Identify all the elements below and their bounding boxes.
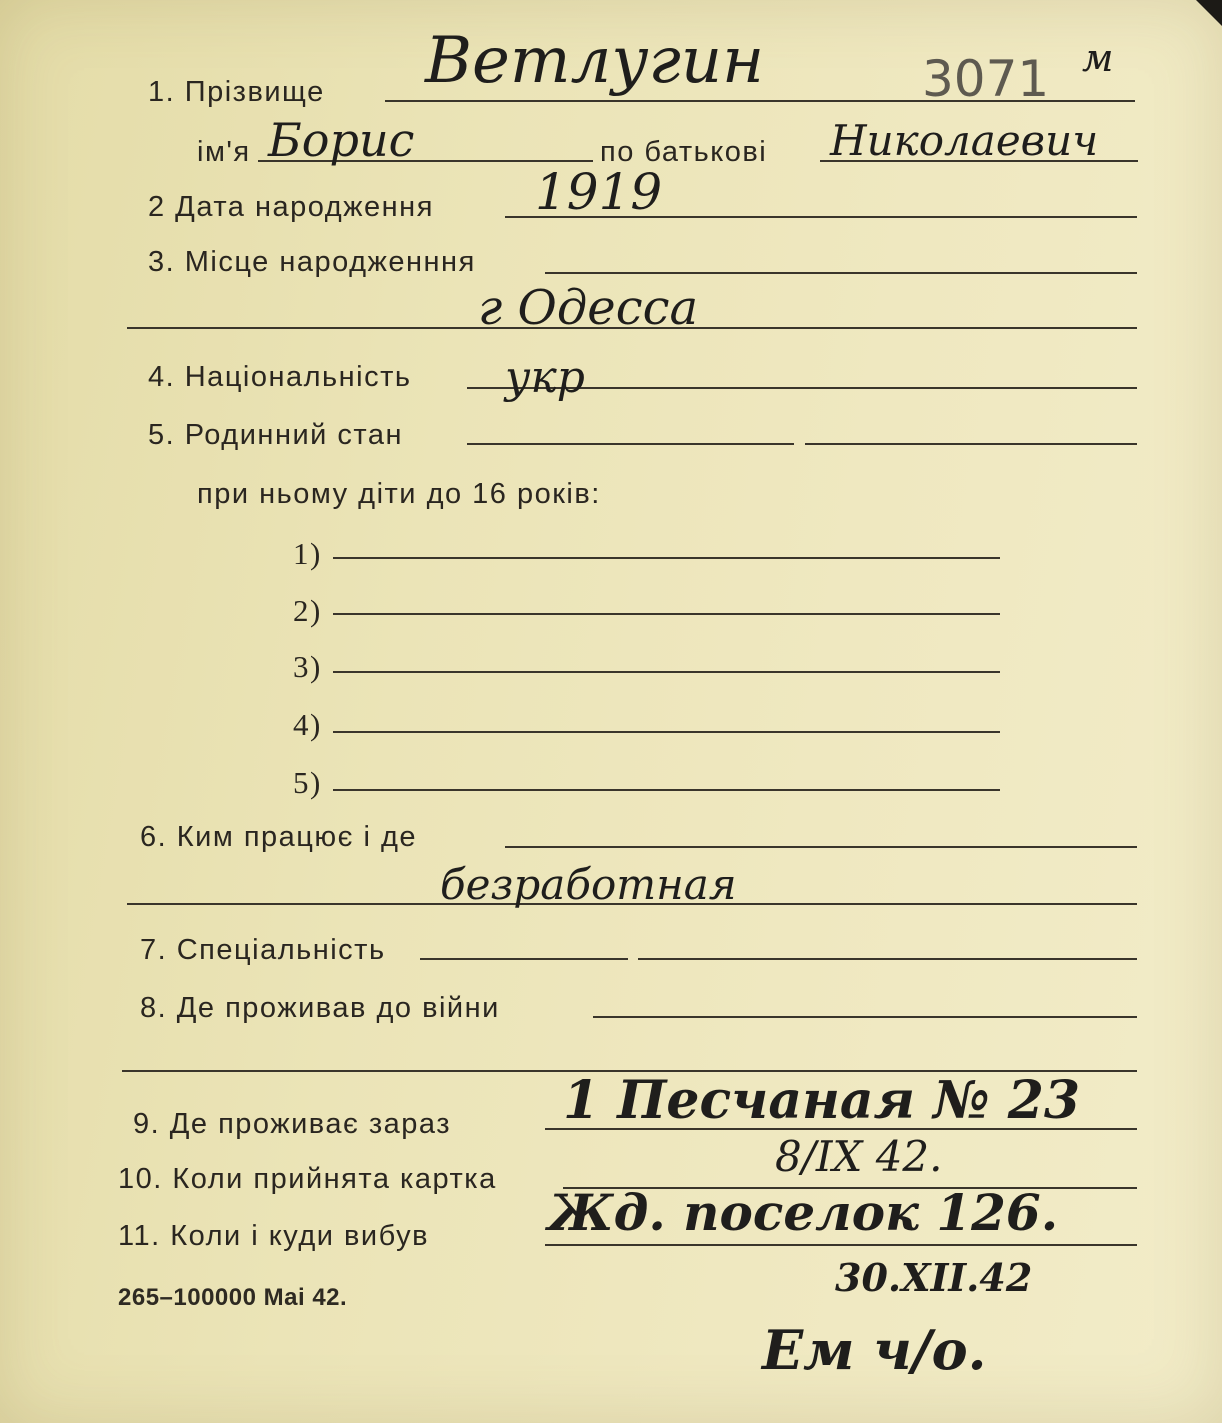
line-child-5 [333,789,1000,791]
label-child-3: 3) [293,649,322,684]
hw-departure-place: Жд. поселок 126. [548,1183,1059,1242]
label-marital-status: 5. Родинний стан [148,419,404,451]
line-child-4 [333,731,1000,733]
line-child-2 [333,613,1000,615]
hw-departure-date: 30.XII.42 [835,1255,1033,1300]
hw-address: 1 Песчаная № 23 [563,1070,1081,1131]
hw-mark: м [1082,36,1114,80]
label-current-residence: 9. Де проживає зараз [133,1108,452,1140]
line-child-3 [333,671,1000,673]
label-card-date: 10. Коли прийнята картка [118,1163,497,1195]
hw-name: Борис [268,113,415,167]
label-name: ім'я [197,136,251,168]
line-birth-place [545,272,1137,274]
hw-nationality: укр [505,352,585,403]
label-departure: 11. Коли і куди вибув [118,1220,429,1252]
line-specialty-2 [638,958,1137,960]
hw-patronymic: Николаевич [830,116,1099,165]
label-child-1: 1) [293,536,322,571]
hw-card-date: 8/IX 42. [775,1132,943,1181]
line-marital-status-1 [467,443,794,445]
line-specialty-1 [420,958,628,960]
hw-work: безработная [440,860,737,909]
line-marital-status-2 [805,443,1137,445]
print-footer: 265–100000 Mai 42. [118,1284,348,1311]
corner-shadow [1196,0,1222,26]
label-patronymic: по батькові [600,136,768,168]
hw-birth-place: г Одесса [478,280,699,336]
hw-surname: Ветлугин [425,24,765,98]
line-child-1 [333,557,1000,559]
label-child-5: 5) [293,765,322,800]
line-prewar-residence [593,1016,1137,1018]
hw-birth-year: 1919 [535,163,663,221]
label-specialty: 7. Спеціальність [140,934,386,966]
hw-card-number: 3071 [922,50,1050,108]
label-child-2: 2) [293,593,322,628]
label-child-4: 4) [293,707,322,742]
label-surname: 1. Прізвище [148,76,325,108]
label-children: при ньому діти до 16 років: [197,478,601,510]
line-departure [545,1244,1137,1246]
label-prewar-residence: 8. Де проживав до війни [140,992,500,1024]
line-work [505,846,1137,848]
label-birth-date: 2 Дата народження [148,191,434,223]
label-nationality: 4. Національність [148,361,412,393]
label-birth-place: 3. Місце народженння [148,246,476,278]
hw-signature: Ем ч/о. [762,1318,987,1382]
label-work: 6. Ким працює і де [140,821,418,853]
